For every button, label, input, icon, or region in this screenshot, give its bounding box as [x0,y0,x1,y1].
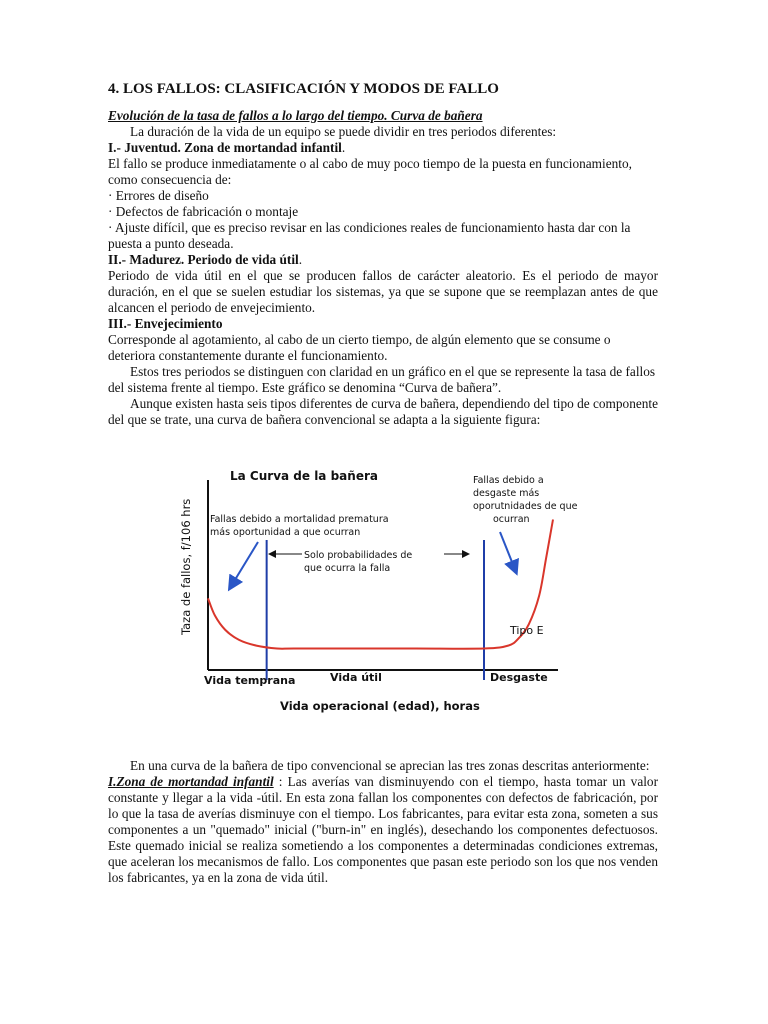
section1-body: El fallo se produce inmediatamente o al cabo de muy poco tiempo de la puesta en funcionamiento, como consecuencia de: [108,156,632,187]
intro-paragraph: La duración de la vida de un equipo se puede dividir en tres periodos diferentes: [130,124,557,139]
zone1-body: : Las averías van disminuyendo con el tiempo, hasta tomar un valor constante y llegar a la vida -útil. En esta zona fallan los componentes con defectos de fabricación, por lo que la tasa de averías disminuye con el tiempo. Los fabricantes, para evitar esta zona, someten a sus componentes a un "quemado" inicial ("burn-in" en inglés), desechando los componentes defectuosos. Este quemado inicial se realiza sometiendo a los componentes a determinadas condiciones extremas, que aceleran los mecanismos de fallo. Los componentes que pasan este periodo son los que nos venden los fabricantes, ya en la zona de vida útil. [108,774,658,885]
section1-heading: I.- Juventud. Zona de mortandad infantil [108,140,342,155]
section1-heading-period: . [341,140,346,155]
section3-heading: III.- Envejecimiento [108,316,223,331]
chart-title: La Curva de la bañera [230,469,378,483]
x-axis-label: Vida operacional (edad), horas [280,699,480,713]
zone-label-early: Vida temprana [204,674,296,687]
zone1-paragraph [108,774,658,886]
page-title: 4. LOS FALLOS: CLASIFICACIÓN Y MODOS DE FALLO [108,81,499,97]
section1-item-3: · Ajuste difícil, que es preciso revisar en las condiciones reales de funcionamiento hasta dar con la puesta a punto deseada. [108,220,631,251]
section2-heading: II.- Madurez. Periodo de vida útil [108,252,299,267]
section-subtitle: Evolución de la tasa de fallos a lo largo del tiempo. Curva de bañera [108,108,483,123]
zone-label-wear: Desgaste [490,671,548,684]
wear-annotation-4: ocurran [493,514,530,525]
early-annotation-1: Fallas debido a mortalidad prematura [210,514,389,525]
section2-body: Periodo de vida útil en el que se producen fallos de carácter aleatorio. Es el periodo de mayor duración, en el que se suelen estudiar los sistemas, ya que se supone que se reemplazan antes de que alcancen el periodo de envejecimiento. [108,268,658,315]
y-axis-label: Taza de fallos, f/106 hrs [179,498,193,635]
wear-arrow [500,532,516,572]
wear-annotation-3: oporutnidades de que [473,501,578,512]
early-arrow [230,542,258,588]
wear-annotation-1: Fallas debido a [473,475,544,486]
early-annotation-2: más oportunidad a que ocurran [210,527,361,538]
bathtub-chart [108,440,658,750]
zone1-heading: I.Zona de mortandad infantil [108,774,274,789]
type-label: Tipo E [510,624,544,637]
bathtub-curve [208,520,553,649]
graph-paragraph: Estos tres periodos se distinguen con claridad en un gráfico en el que se represente la tasa de fallos del sistema frente al tiempo. Este gráfico se denomina “Curva de bañera”. [108,364,656,395]
zone-label-useful: Vida útil [330,671,382,684]
section1-heading-line [108,140,658,156]
document-page [108,80,658,886]
types-paragraph: Aunque existen hasta seis tipos diferentes de curva de bañera, dependiendo del tipo de componente del que se trate, una curva de bañera convencional se adapta a la siguiente figura: [108,396,658,427]
bathtub-figure [108,440,658,750]
section2-heading-period: . [298,252,303,267]
after-figure-paragraph: En una curva de la bañera de tipo convencional se aprecian las tres zonas descritas anteriormente: [130,758,650,773]
zone-boundaries [267,540,484,680]
section2-heading-line [108,252,658,268]
useful-annotation-1: Solo probabilidades de [304,550,413,561]
wear-annotation-2: desgaste más [473,488,540,499]
section1-item-1: · Errores de diseño [108,188,209,203]
section1-item-2: · Defectos de fabricación o montaje [108,204,299,219]
useful-annotation-2: que ocurra la falla [304,563,391,574]
section3-body: Corresponde al agotamiento, al cabo de un cierto tiempo, de algún elemento que se consume o deteriora constantemente durante el funcionamiento. [108,332,611,363]
